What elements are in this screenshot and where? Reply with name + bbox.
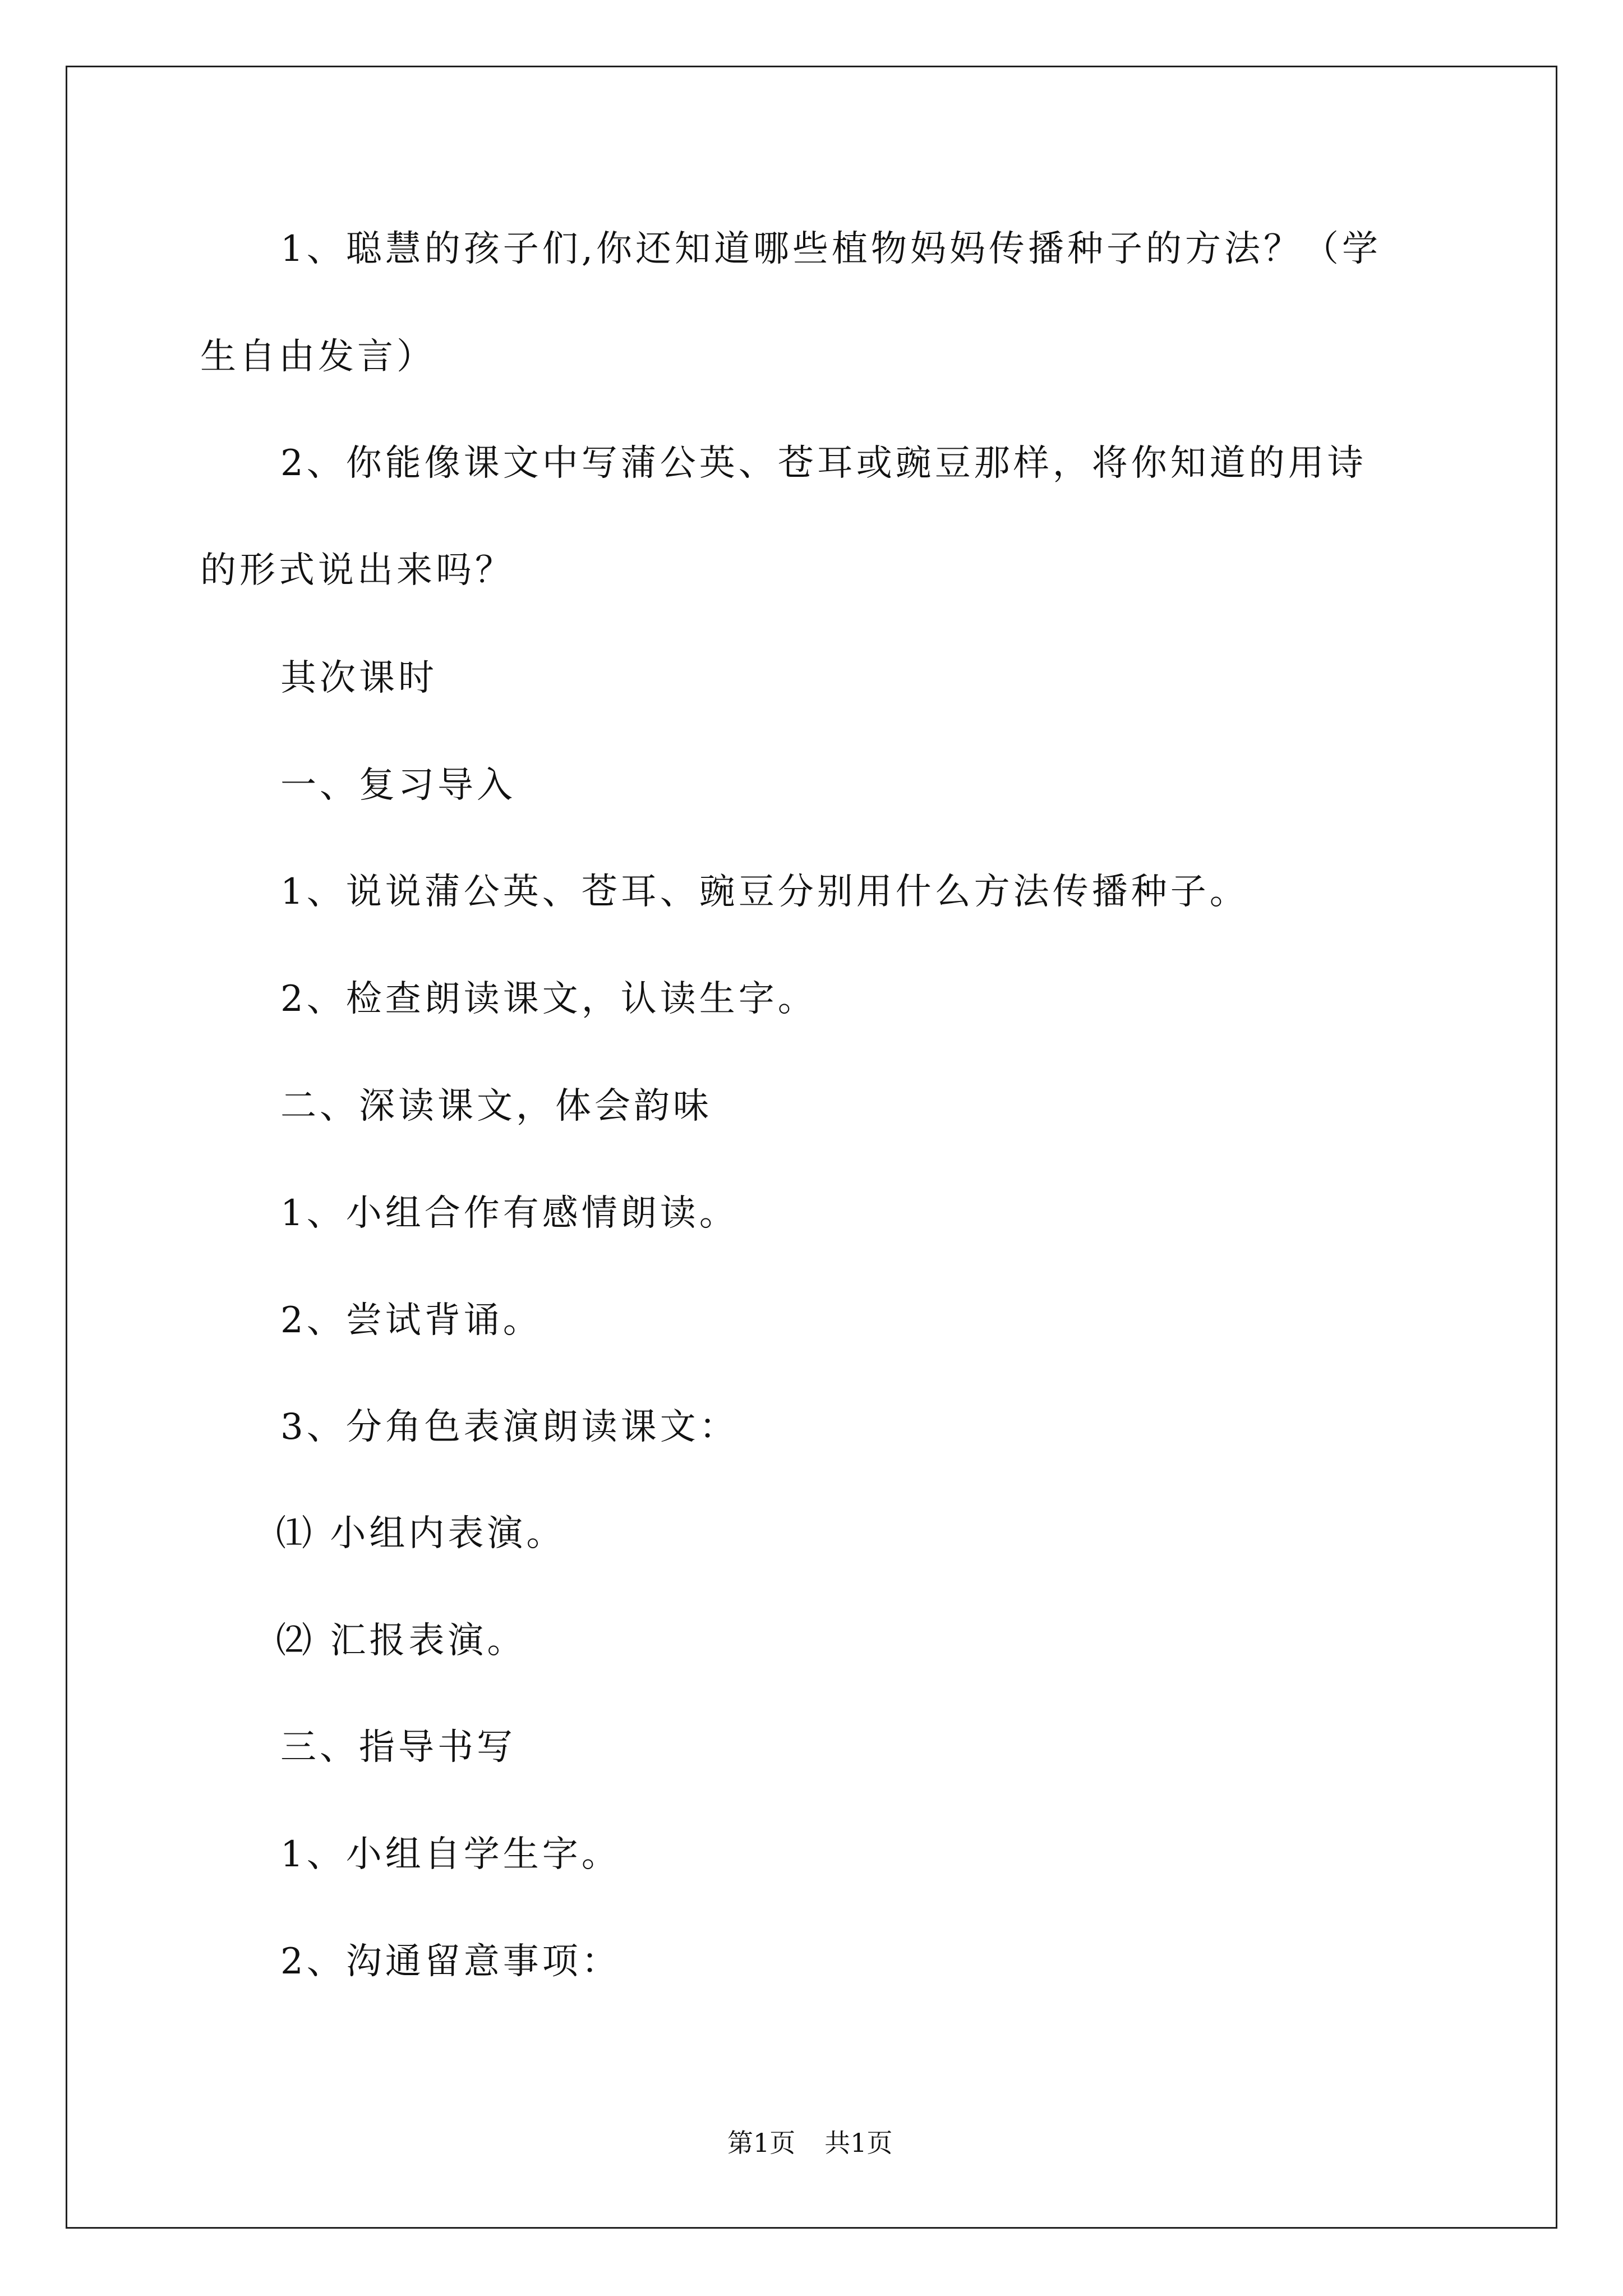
page-footer <box>727 2130 922 2156</box>
section-heading: 二、深读课文，体会韵味 <box>280 1085 712 1127</box>
text-line: 生自由发言） <box>200 336 436 378</box>
text-line: 1、说说蒲公英、苍耳、豌豆分别用什么方法传播种子。 <box>280 871 1249 913</box>
section-heading: 一、复习导入 <box>280 765 516 806</box>
section-heading: 其次课时 <box>280 657 437 699</box>
text-line: 1、小组合作有感情朗读。 <box>280 1193 739 1234</box>
text-line: ⑵ 汇报表演。 <box>276 1620 527 1662</box>
text-line: 2、尝试背诵。 <box>280 1300 542 1341</box>
page-number-total: 共1页 <box>824 2128 893 2158</box>
text-line: 2、沟通留意事项： <box>280 1941 621 1982</box>
page-border <box>66 66 1557 2229</box>
text-line: ⑴ 小组内表演。 <box>276 1513 566 1554</box>
text-line: 2、你能像课文中写蒲公英、苍耳或豌豆那样，将你知道的用诗 <box>280 443 1367 484</box>
text-line: 1、小组自学生字。 <box>280 1834 621 1875</box>
text-line: 3、分角色表演朗读课文： <box>280 1406 739 1448</box>
page-number-current: 第1页 <box>727 2128 796 2158</box>
text-line: 的形式说出来吗？ <box>200 550 514 591</box>
text-line: 1、聪慧的孩子们,你还知道哪些植物妈妈传播种子的方法？（学 <box>280 228 1382 270</box>
text-line: 2、检查朗读课文，认读生字。 <box>280 978 817 1020</box>
section-heading: 三、指导书写 <box>280 1727 516 1768</box>
